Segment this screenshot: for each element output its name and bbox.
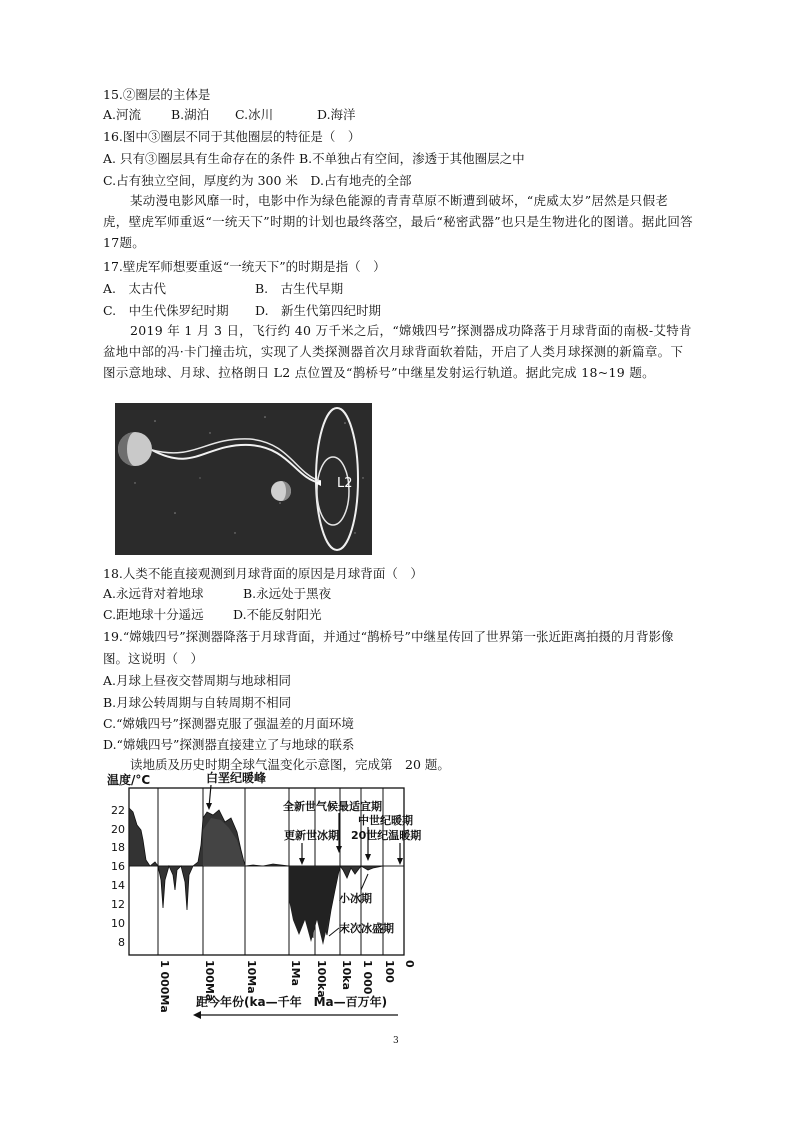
q18-stem: 18.人类不能直接观测到月球背面的原因是月球背面（ ）: [103, 566, 423, 581]
q18-option-a: A.永远背对着地球: [103, 586, 204, 601]
annotation-holocene-optimum: 全新世气候最适宜期: [283, 800, 382, 813]
q17-option-a: A. 太古代: [103, 281, 167, 296]
ytick-22: 22: [111, 804, 125, 817]
q15-option-c: C.冰川: [235, 107, 274, 122]
temperature-chart-svg: [103, 770, 428, 1020]
q19-option-c: C.“嫦娥四号”探测器克服了强温差的月面环境: [103, 716, 354, 731]
passage-17: 某动漫电影风靡一时，电影中作为绿色能源的青青草原不断遭到破坏，“虎威太岁”居然是只假老虎，壁虎军师重返“一统天下”时期的计划也最终落空，最后“秘密武器”也只是生物进化的图谱。据此回答 17题。: [103, 193, 693, 250]
x-axis-label: 距今年份(ka—千年 Ma—百万年): [196, 995, 388, 1009]
q19-option-b: B.月球公转周期与自转周期不相同: [103, 695, 292, 710]
earth-moon-l2-figure: [115, 403, 372, 555]
q17-option-d: D. 新生代第四纪时期: [255, 303, 382, 318]
q18-option-c: C.距地球十分遥远: [103, 607, 204, 622]
page-number: 3: [393, 1036, 399, 1046]
ytick-10: 10: [111, 917, 125, 930]
l2-label: L2: [337, 476, 353, 491]
xtick-10ma: 10Ma: [245, 960, 258, 994]
xtick-0: 0: [403, 960, 416, 968]
q18-option-b: B.永远处于黑夜: [243, 586, 332, 601]
q15-option-b: B.湖泊: [171, 107, 210, 122]
y-axis-label: 温度/°C: [107, 773, 151, 787]
global-temperature-chart: [103, 770, 428, 1020]
q17-option-b: B. 古生代早期: [255, 281, 344, 296]
arrow-left-icon: [193, 1011, 201, 1019]
annotation-medieval-warm: 中世纪暖期: [358, 814, 413, 827]
q19-option-a: A.月球上昼夜交替周期与地球相同: [103, 673, 292, 688]
passage-18: 2019 年 1 月 3 日，飞行约 40 万千米之后，“嫦娥四号”探测器成功降落于月球背面的南极-艾特肯盆地中部的冯·卡门撞击坑，实现了人类探测器首次月球背面软着陆，开启了人类月球探测的新篇章。下图示意地球、月球、拉格朗日 L2 点位置及“鹊桥号”中继星发射运行轨道。据此完成 18~19 题。: [103, 323, 692, 380]
q17-option-c: C. 中生代侏罗纪时期: [103, 303, 229, 318]
xtick-1000: 1 000: [361, 960, 374, 995]
orbit-diagram: [115, 403, 372, 555]
annotation-cretaceous-warm-peak: 白垩纪暖峰: [206, 771, 267, 785]
ytick-12: 12: [111, 898, 125, 911]
q19-option-d: D.“嫦娥四号”探测器直接建立了与地球的联系: [103, 737, 355, 752]
passage-20: 读地质及历史时期全球气温变化示意图，完成第 20 题。: [130, 757, 450, 772]
moon-icon: [271, 481, 291, 501]
annotation-last-glacial-maximum: 末次冰盛期: [339, 922, 394, 935]
annotation-pleistocene-glacial: 更新世冰期: [284, 829, 339, 842]
xtick-100: 100: [383, 960, 396, 983]
ytick-14: 14: [111, 879, 125, 892]
xtick-1ma: 1Ma: [289, 960, 302, 987]
ytick-16: 16: [111, 860, 125, 873]
ytick-18: 18: [111, 841, 125, 854]
q16-options-line2: C.占有独立空间，厚度约为 300 米 D.占有地壳的全部: [103, 173, 412, 188]
q15-stem: 15.②圈层的主体是: [103, 87, 211, 102]
q15-option-d: D.海洋: [317, 107, 356, 122]
annotation-little-ice-age: 小冰期: [339, 892, 372, 905]
temperature-curve: [129, 808, 404, 938]
q19-stem-line2: 图。这说明（ ）: [103, 651, 204, 666]
ytick-8: 8: [118, 936, 125, 949]
xtick-100ma: 100Ma: [203, 960, 216, 1002]
xtick-1000ma: 1 000Ma: [158, 960, 171, 1013]
q15-option-a: A.河流: [103, 107, 142, 122]
q16-stem: 16.图中③圈层不同于其他圈层的特征是（ ）: [103, 129, 361, 144]
q17-stem: 17.壁虎军师想要重返“一统天下”的时期是指（ ）: [103, 259, 386, 274]
xtick-10ka: 10ka: [340, 960, 353, 991]
xtick-100ka: 100ka: [315, 960, 328, 998]
earth-icon: [118, 432, 152, 466]
q18-option-d: D.不能反射阳光: [233, 607, 322, 622]
q16-options-line1: A. 只有③圈层具有生命存在的条件 B.不单独占有空间，渗透于其他圈层之中: [103, 151, 525, 166]
ytick-20: 20: [111, 823, 125, 836]
annotation-20th-century-warm: 20世纪温暖期: [351, 829, 422, 842]
q19-stem-line1: 19.“嫦娥四号”探测器降落于月球背面，并通过“鹊桥号”中继星传回了世界第一张近距离拍摄的月背影像: [103, 629, 674, 644]
